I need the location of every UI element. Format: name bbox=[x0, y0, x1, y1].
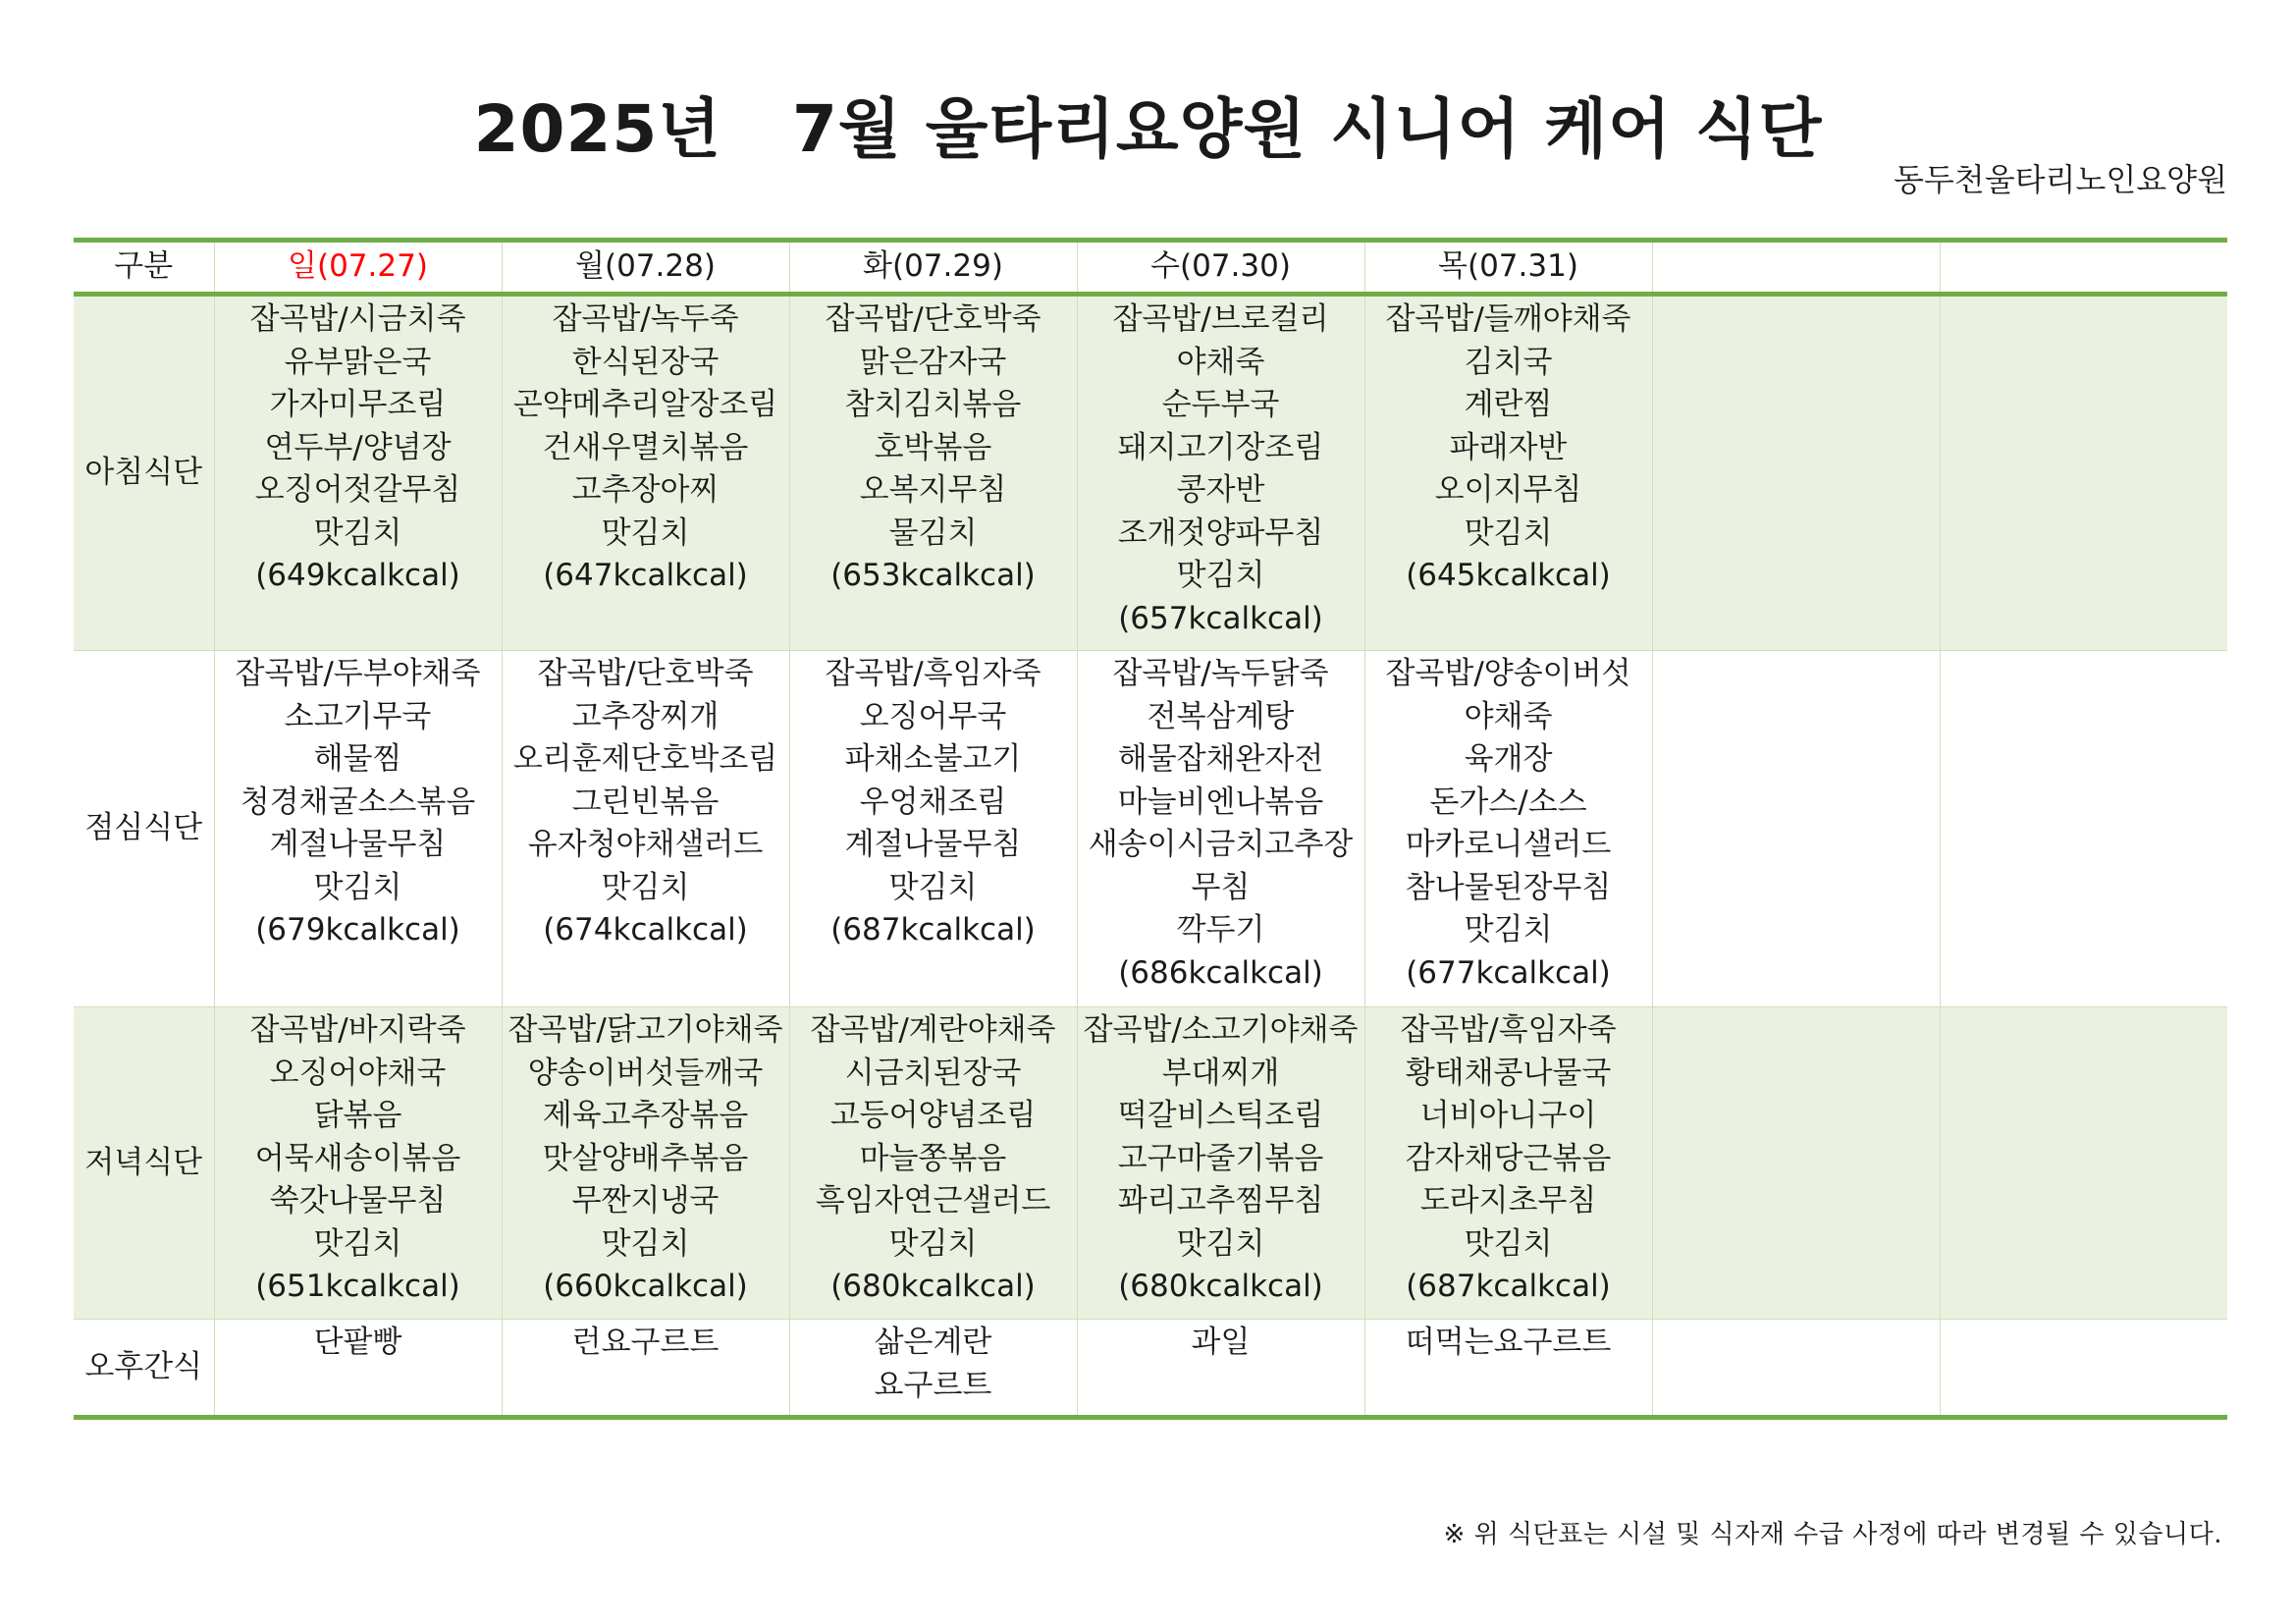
menu-cell bbox=[1940, 1007, 2227, 1320]
menu-item: 제육고추장볶음 bbox=[542, 1098, 749, 1133]
menu-item: 파래자반 bbox=[1449, 429, 1568, 465]
meal-plan-table bbox=[74, 238, 2227, 1420]
menu-item: 잡곡밥/흑임자죽 bbox=[825, 656, 1041, 691]
menu-item: 야채죽 bbox=[1176, 344, 1265, 380]
menu-item: 떠먹는요구르트 bbox=[1405, 1325, 1612, 1360]
menu-item: 요구르트 bbox=[874, 1367, 992, 1403]
menu-item: 닭볶음 bbox=[313, 1098, 402, 1133]
menu-cell bbox=[502, 1320, 789, 1418]
menu-item: 오징어야채국 bbox=[269, 1055, 447, 1091]
menu-item: 맑은감자국 bbox=[859, 344, 1007, 380]
menu-item: 맛김치 bbox=[313, 869, 402, 905]
menu-cell bbox=[502, 295, 789, 651]
menu-item: 너비아니구이 bbox=[1419, 1098, 1597, 1133]
menu-item: 소고기무국 bbox=[284, 698, 432, 734]
menu-item: 맛김치 bbox=[601, 514, 690, 551]
menu-item: 호박볶음 bbox=[874, 429, 992, 465]
page-title: 2025년 7월 울타리요양원 시니어 케어 식단 bbox=[473, 91, 1823, 167]
menu-cell bbox=[1652, 651, 1940, 1007]
menu-item: (657kcalkcal) bbox=[1118, 600, 1323, 636]
menu-item: (686kcalkcal) bbox=[1118, 954, 1323, 991]
menu-item: 잡곡밥/소고기야채죽 bbox=[1083, 1012, 1359, 1048]
menu-item: 잡곡밥/단호박죽 bbox=[537, 656, 754, 691]
organization-name: 동두천울타리노인요양원 bbox=[1893, 161, 2227, 198]
footnote: ※ 위 식단표는 시설 및 식자재 수급 사정에 따라 변경될 수 있습니다. bbox=[1443, 1520, 2222, 1549]
menu-item: 무짠지냉국 bbox=[571, 1183, 720, 1218]
menu-item: 잡곡밥/시금치죽 bbox=[249, 301, 466, 337]
menu-cell bbox=[789, 1320, 1077, 1418]
menu-item: (653kcalkcal) bbox=[830, 558, 1036, 593]
menu-cell bbox=[1077, 295, 1364, 651]
menu-cell bbox=[1652, 1320, 1940, 1418]
menu-item: 해물잡채완자전 bbox=[1117, 741, 1324, 777]
menu-item: 조개젓양파무침 bbox=[1117, 514, 1324, 551]
menu-item: 무침 bbox=[1191, 869, 1251, 905]
menu-item: 맛김치 bbox=[888, 869, 978, 905]
meal-row-dinner bbox=[74, 1007, 2227, 1320]
menu-item: 계절나물무침 bbox=[269, 827, 447, 862]
menu-item: 오징어젓갈무침 bbox=[254, 472, 461, 508]
menu-item: 유부맑은국 bbox=[284, 344, 432, 380]
menu-cell bbox=[789, 1007, 1077, 1320]
menu-item: 맛김치 bbox=[1464, 514, 1553, 551]
menu-cell bbox=[1364, 295, 1652, 651]
menu-cell bbox=[214, 295, 502, 651]
menu-item: (660kcalkcal) bbox=[543, 1269, 748, 1304]
menu-item: 가자미무조림 bbox=[269, 387, 447, 422]
menu-item: 해물찜 bbox=[313, 741, 402, 777]
menu-item: 맛김치 bbox=[313, 514, 402, 551]
menu-item: (647kcalkcal) bbox=[543, 558, 748, 593]
day-header: 수(07.30) bbox=[1077, 241, 1364, 295]
menu-item: 잡곡밥/브로컬리 bbox=[1112, 301, 1329, 337]
meal-label: 저녁식단 bbox=[74, 1007, 214, 1320]
menu-item: 물김치 bbox=[888, 514, 978, 551]
menu-cell bbox=[1940, 651, 2227, 1007]
menu-item: (680kcalkcal) bbox=[830, 1269, 1036, 1304]
menu-cell bbox=[1077, 651, 1364, 1007]
day-header: 화(07.29) bbox=[789, 241, 1077, 295]
day-header bbox=[1652, 241, 1940, 295]
menu-item: 맛김치 bbox=[1464, 1225, 1553, 1262]
menu-item: 순두부국 bbox=[1161, 387, 1280, 422]
menu-item: 잡곡밥/양송이버섯 bbox=[1385, 656, 1631, 691]
menu-cell bbox=[214, 1320, 502, 1418]
menu-item: 어묵새송이볶음 bbox=[254, 1140, 461, 1176]
menu-item: 마늘쫑볶음 bbox=[859, 1140, 1007, 1176]
menu-item: (687kcalkcal) bbox=[830, 912, 1036, 947]
menu-item: 맛김치 bbox=[313, 1225, 402, 1262]
menu-item: 맛김치 bbox=[888, 1225, 978, 1262]
menu-item: (649kcalkcal) bbox=[255, 558, 460, 593]
menu-item: 고추장찌개 bbox=[571, 698, 720, 734]
menu-item: (680kcalkcal) bbox=[1118, 1269, 1323, 1304]
menu-item: 잡곡밥/녹두닭죽 bbox=[1112, 656, 1329, 691]
menu-item: 단팥빵 bbox=[313, 1325, 402, 1360]
menu-item: 잡곡밥/계란야채죽 bbox=[810, 1012, 1056, 1048]
menu-item: 계절나물무침 bbox=[844, 827, 1022, 862]
menu-item: 맛김치 bbox=[1464, 912, 1553, 947]
menu-item: (687kcalkcal) bbox=[1406, 1269, 1611, 1304]
menu-item: 돈가스/소스 bbox=[1429, 784, 1587, 820]
menu-item: 잡곡밥/들깨야채죽 bbox=[1385, 301, 1631, 337]
day-header-row bbox=[74, 241, 2227, 295]
menu-cell bbox=[214, 651, 502, 1007]
meal-label: 아침식단 bbox=[74, 295, 214, 651]
menu-item: 마카로니샐러드 bbox=[1405, 827, 1612, 862]
menu-item: 파채소불고기 bbox=[844, 741, 1022, 777]
menu-cell bbox=[1652, 1007, 1940, 1320]
menu-item: 부대찌개 bbox=[1161, 1055, 1280, 1091]
menu-item: 오징어무국 bbox=[859, 698, 1007, 734]
menu-item: 연두부/양념장 bbox=[264, 429, 452, 465]
menu-item: 새송이시금치고추장 bbox=[1088, 827, 1354, 862]
menu-item: 야채죽 bbox=[1464, 698, 1553, 734]
menu-item: 잡곡밥/두부야채죽 bbox=[235, 656, 481, 691]
menu-item: 맛살양배추볶음 bbox=[542, 1140, 749, 1176]
menu-item: 고등어양념조림 bbox=[829, 1098, 1037, 1133]
menu-item: 맛김치 bbox=[1176, 1225, 1265, 1262]
menu-item: 그린빈볶음 bbox=[571, 784, 720, 820]
day-header: 월(07.28) bbox=[502, 241, 789, 295]
menu-item: 우엉채조림 bbox=[859, 784, 1007, 820]
menu-cell bbox=[1940, 1320, 2227, 1418]
menu-item: 잡곡밥/닭고기야채죽 bbox=[507, 1012, 783, 1048]
meal-label: 오후간식 bbox=[74, 1320, 214, 1418]
menu-item: 양송이버섯들깨국 bbox=[527, 1055, 764, 1091]
meal-row-lunch bbox=[74, 651, 2227, 1007]
menu-item: 건새우멸치볶음 bbox=[542, 429, 749, 465]
day-header: 일(07.27) bbox=[214, 241, 502, 295]
menu-item: 마늘비엔나볶음 bbox=[1117, 784, 1324, 820]
menu-cell bbox=[214, 1007, 502, 1320]
menu-item: 런요구르트 bbox=[571, 1325, 720, 1360]
menu-cell bbox=[789, 651, 1077, 1007]
day-header: 목(07.31) bbox=[1364, 241, 1652, 295]
menu-item: 삶은계란 bbox=[874, 1325, 992, 1360]
menu-item: 꽈리고추찜무침 bbox=[1117, 1183, 1324, 1218]
menu-cell bbox=[1652, 295, 1940, 651]
menu-cell bbox=[1940, 295, 2227, 651]
menu-item: 오이지무침 bbox=[1434, 472, 1582, 508]
menu-item: 잡곡밥/단호박죽 bbox=[825, 301, 1041, 337]
menu-item: 맛김치 bbox=[1176, 558, 1265, 593]
menu-item: 잡곡밥/흑임자죽 bbox=[1400, 1012, 1617, 1048]
menu-cell bbox=[789, 295, 1077, 651]
menu-item: 육개장 bbox=[1464, 741, 1553, 777]
menu-cell bbox=[502, 651, 789, 1007]
menu-item: (651kcalkcal) bbox=[255, 1269, 460, 1304]
menu-item: 참치김치볶음 bbox=[844, 387, 1022, 422]
menu-item: 과일 bbox=[1191, 1325, 1251, 1360]
menu-item: 떡갈비스틱조림 bbox=[1117, 1098, 1324, 1133]
menu-item: 도라지초무침 bbox=[1419, 1183, 1597, 1218]
menu-item: 계란찜 bbox=[1464, 387, 1553, 422]
meal-row-breakfast bbox=[74, 295, 2227, 651]
menu-item: (679kcalkcal) bbox=[255, 912, 460, 947]
menu-item: 맛김치 bbox=[601, 869, 690, 905]
menu-item: 감자채당근볶음 bbox=[1405, 1140, 1612, 1176]
menu-cell bbox=[1364, 1320, 1652, 1418]
menu-cell bbox=[1077, 1007, 1364, 1320]
menu-cell bbox=[1364, 1007, 1652, 1320]
menu-item: 오복지무침 bbox=[859, 472, 1007, 508]
menu-item: 참나물된장무침 bbox=[1405, 869, 1612, 905]
menu-item: 한식된장국 bbox=[571, 344, 720, 380]
menu-item: 시금치된장국 bbox=[844, 1055, 1022, 1091]
menu-item: 고추장아찌 bbox=[571, 472, 720, 508]
menu-item: (674kcalkcal) bbox=[543, 912, 748, 947]
menu-item: 돼지고기장조림 bbox=[1117, 429, 1324, 465]
menu-item: (677kcalkcal) bbox=[1406, 954, 1611, 991]
day-header bbox=[1940, 241, 2227, 295]
menu-item: 콩자반 bbox=[1176, 472, 1265, 508]
menu-item: (645kcalkcal) bbox=[1406, 558, 1611, 593]
menu-item: 쑥갓나물무침 bbox=[269, 1183, 447, 1218]
menu-cell bbox=[1077, 1320, 1364, 1418]
menu-item: 맛김치 bbox=[601, 1225, 690, 1262]
menu-item: 전복삼계탕 bbox=[1147, 698, 1295, 734]
menu-cell bbox=[502, 1007, 789, 1320]
menu-item: 청경채굴소스볶음 bbox=[240, 784, 476, 820]
menu-item: 고구마줄기볶음 bbox=[1117, 1140, 1324, 1176]
menu-item: 김치국 bbox=[1464, 344, 1553, 380]
menu-item: 곤약메추리알장조림 bbox=[512, 387, 778, 422]
menu-item: 흑임자연근샐러드 bbox=[815, 1183, 1051, 1218]
corner-label: 구분 bbox=[74, 241, 214, 295]
menu-item: 유자청야채샐러드 bbox=[527, 827, 764, 862]
menu-item: 오리훈제단호박조림 bbox=[512, 741, 778, 777]
menu-item: 잡곡밥/바지락죽 bbox=[249, 1012, 466, 1048]
meal-row-snack bbox=[74, 1320, 2227, 1418]
meal-label: 점심식단 bbox=[74, 651, 214, 1007]
menu-item: 황태채콩나물국 bbox=[1405, 1055, 1612, 1091]
menu-cell bbox=[1364, 651, 1652, 1007]
menu-item: 잡곡밥/녹두죽 bbox=[552, 301, 739, 337]
menu-item: 깍두기 bbox=[1176, 912, 1265, 947]
